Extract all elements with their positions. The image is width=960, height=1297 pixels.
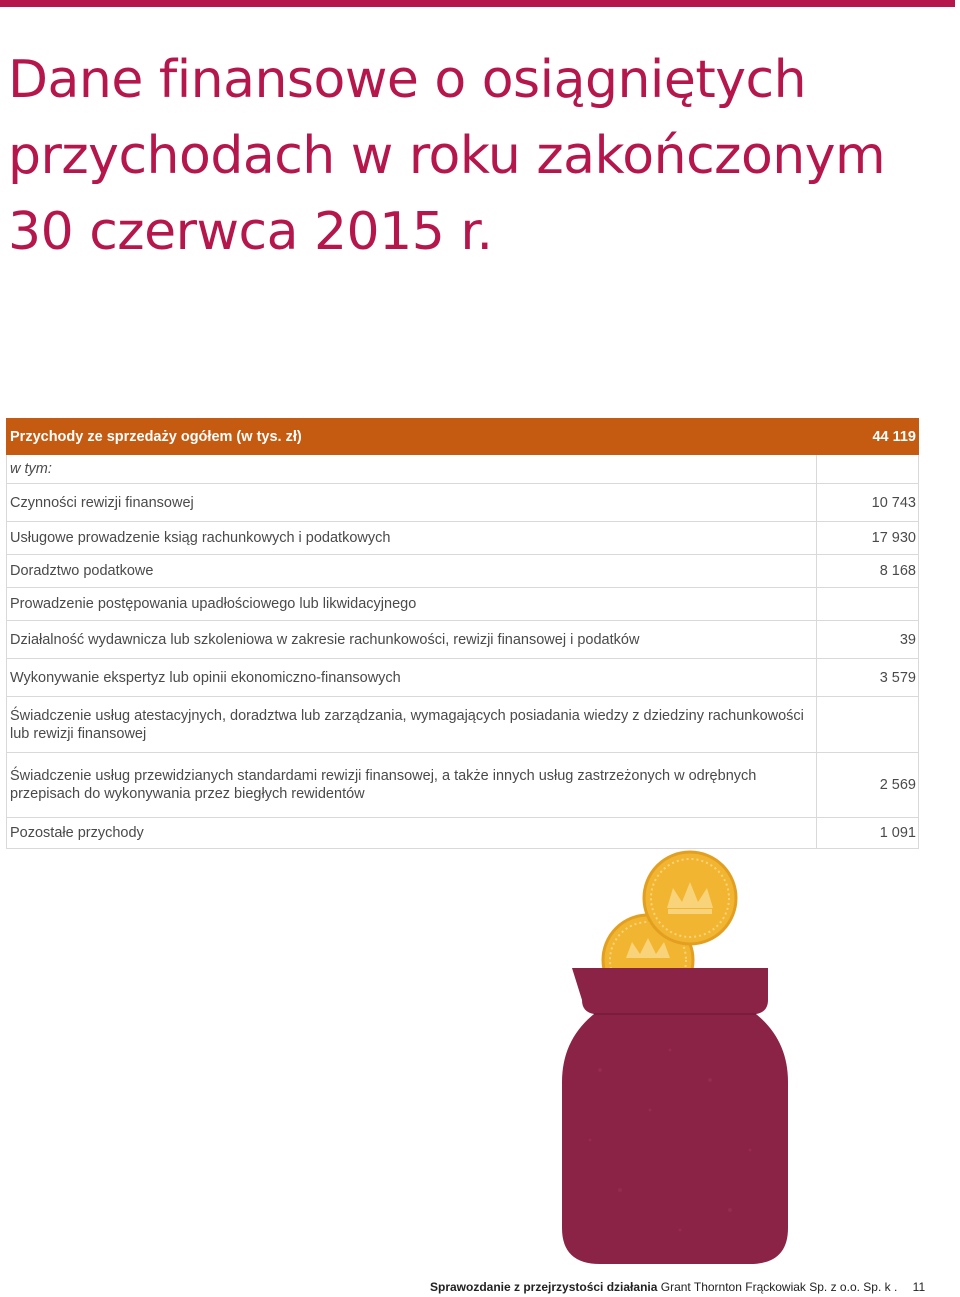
page-footer [430, 1280, 925, 1294]
row-value [817, 697, 919, 753]
page-title: Dane finansowe o osiągniętych przychodach w roku zakończonym 30 czerwca 2015 r. [8, 50, 886, 262]
row-label: Prowadzenie postępowania upadłościowego lub likwidacyjnego [7, 588, 817, 621]
table-row [7, 555, 919, 588]
row-value: 1 091 [817, 818, 919, 849]
table-row [7, 522, 919, 555]
table-row [7, 484, 919, 522]
row-label: Świadczenie usług atestacyjnych, doradztwa lub zarządzania, wymagających posiadania wiedzy z dziedziny rachunkowości lub rewizji finansowej [7, 697, 817, 753]
row-label: Wykonywanie ekspertyz lub opinii ekonomiczno-finansowych [7, 659, 817, 697]
page-number: 11 [912, 1280, 926, 1294]
row-value: 8 168 [817, 555, 919, 588]
top-rule [0, 0, 955, 7]
coin-jar-icon [560, 850, 790, 1268]
row-value: 10 743 [817, 484, 919, 522]
row-label: Świadczenie usług przewidzianych standardami rewizji finansowej, a także innych usług zastrzeżonych w odrębnych przepisach do wykonywania przez biegłych rewidentów [7, 753, 817, 818]
subheader-label: w tym: [7, 455, 817, 484]
table-header-row [7, 419, 919, 455]
total-revenue-value: 44 119 [817, 419, 919, 455]
coin-icon [644, 852, 736, 944]
table-row [7, 753, 919, 818]
jar-body [562, 968, 788, 1264]
row-label: Czynności rewizji finansowej [7, 484, 817, 522]
row-value: 39 [817, 621, 919, 659]
row-label: Działalność wydawnicza lub szkoleniowa w zakresie rachunkowości, rewizji finansowej i podatków [7, 621, 817, 659]
row-label: Pozostałe przychody [7, 818, 817, 849]
subheader-value [817, 455, 919, 484]
row-value: 2 569 [817, 753, 919, 818]
table-subheader-row [7, 455, 919, 484]
row-value [817, 588, 919, 621]
revenue-table [6, 418, 919, 849]
table-row [7, 621, 919, 659]
total-revenue-label: Przychody ze sprzedaży ogółem (w tys. zł) [7, 419, 817, 455]
table-row [7, 697, 919, 753]
footer-company: Grant Thornton Frąckowiak Sp. z o.o. Sp. k . [660, 1280, 898, 1294]
row-value: 17 930 [817, 522, 919, 555]
table-row [7, 588, 919, 621]
table-row [7, 659, 919, 697]
row-label: Doradztwo podatkowe [7, 555, 817, 588]
row-label: Usługowe prowadzenie ksiąg rachunkowych i podatkowych [7, 522, 817, 555]
row-value: 3 579 [817, 659, 919, 697]
footer-report-title: Sprawozdanie z przejrzystości działania [430, 1280, 658, 1294]
table-row [7, 818, 919, 849]
